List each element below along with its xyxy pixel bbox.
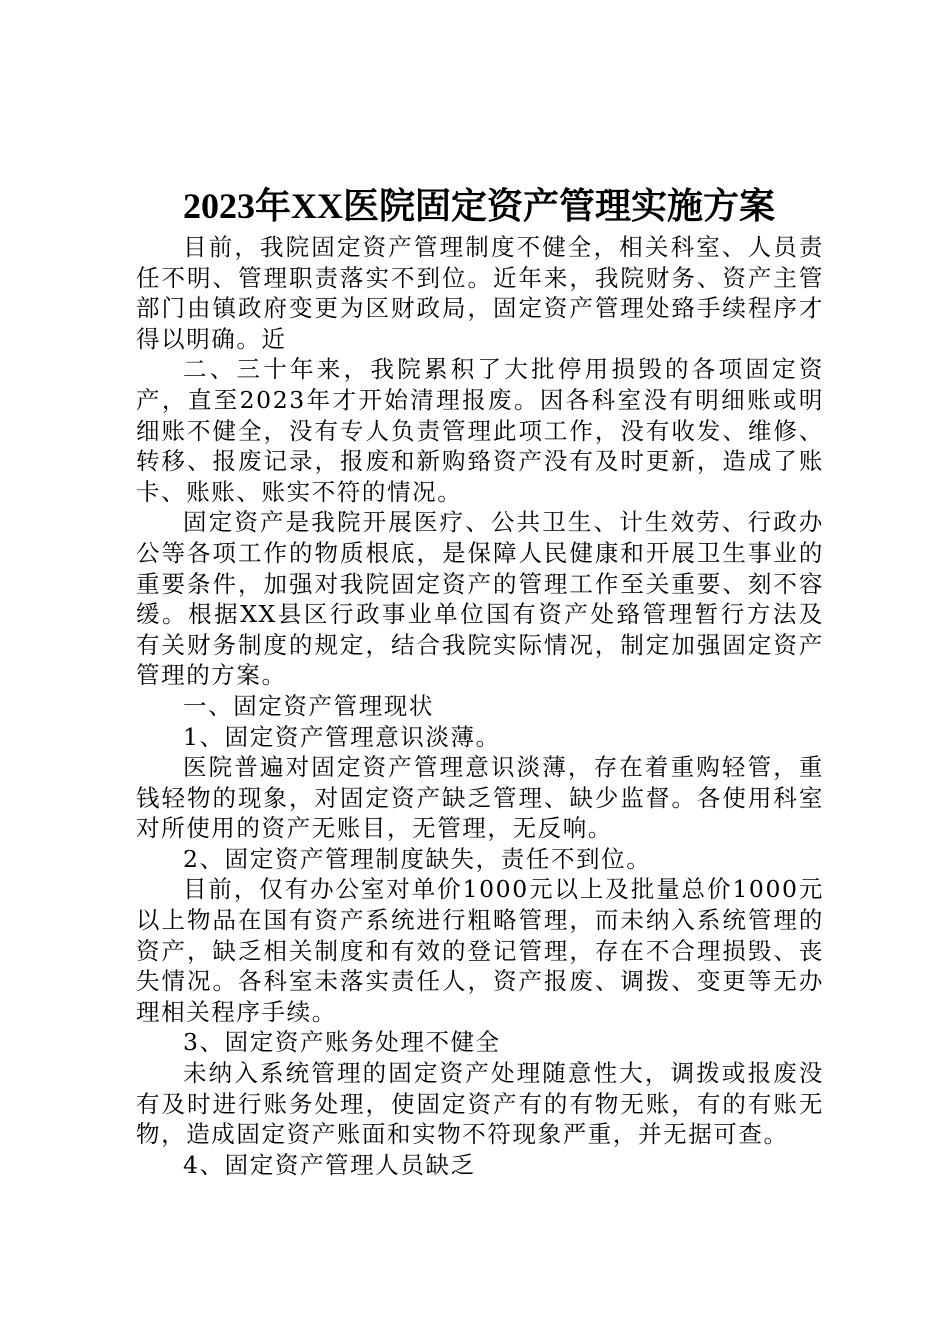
paragraph-intro: 目前，我院固定资产管理制度不健全，相关科室、人员责任不明、管理职责落实不到位。近年来，我院财务、资产主管部门由镇政府变更为区财政局，固定资产管理处臵手续程序才得以明确。近 (136, 233, 824, 353)
paragraph-history: 二、三十年来，我院累积了大批停用损毁的各项固定资产，直至2023年才开始清理报废。因各科室没有明细账或明细账不健全，没有专人负责管理此项工作，没有收发、维修、转移、报废记录，报废和新购臵资产没有及时更新，造成了账卡、账账、账实不符的情况。 (136, 355, 824, 506)
document-body (136, 232, 824, 1180)
paragraph-awareness: 医院普遍对固定资产管理意识淡薄，存在着重购轻管，重钱轻物的现象，对固定资产缺乏管理、缺少监督。各使用科室对所使用的资产无账目，无管理，无反响。 (136, 753, 824, 843)
paragraph-system-missing: 目前，仅有办公室对单价1000元以上及批量总价1000元以上物品在国有资产系统进行粗略管理，而未纳入系统管理的资产，缺乏相关制度和有效的登记管理，存在不合理损毁、丧失情况。各科室未落实责任人，资产报废、调拨、变更等无办理相关程序手续。 (136, 875, 824, 1026)
subheading-awareness: 1、固定资产管理意识淡薄。 (183, 722, 501, 751)
section-heading-current-status: 一、固定资产管理现状 (183, 691, 434, 720)
subheading-staff-shortage: 4、固定资产管理人员缺乏 (183, 1150, 476, 1179)
subheading-accounting: 3、固定资产账务处理不健全 (183, 1028, 501, 1057)
paragraph-purpose: 固定资产是我院开展医疗、公共卫生、计生效劳、行政办公等各项工作的物质根底，是保障人民健康和开展卫生事业的重要条件，加强对我院固定资产的管理工作至关重要、刻不容缓。根据XX县区行政事业单位国有资产处臵管理暂行方法及有关财务制度的规定，结合我院实际情况，制定加强固定资产管理的方案。 (136, 508, 824, 690)
subheading-system-missing: 2、固定资产管理制度缺失，责任不到位。 (183, 844, 652, 873)
document-title: 2023年XX医院固定资产管理实施方案 (183, 186, 775, 226)
paragraph-accounting: 未纳入系统管理的固定资产处理随意性大，调拨或报废没有及时进行账务处理，使固定资产有的有物无账，有的有账无物，造成固定资产账面和实物不符现象严重，并无据可查。 (136, 1059, 824, 1149)
